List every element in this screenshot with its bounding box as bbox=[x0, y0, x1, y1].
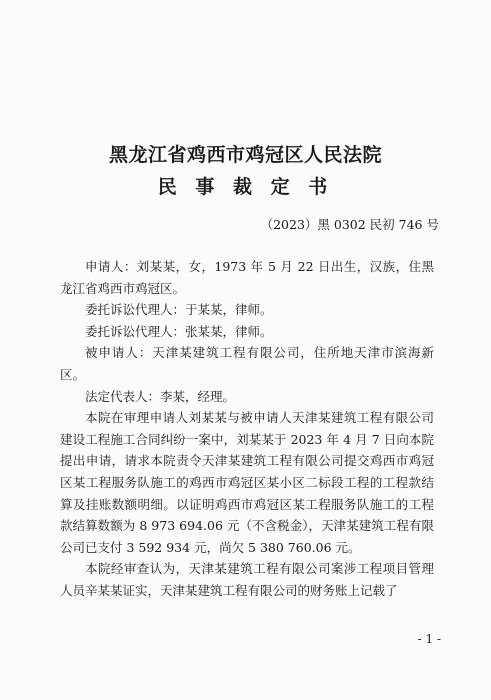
paragraph-applicant: 申请人：刘某某，女，1973 年 5 月 22 日出生，汉族，住黑龙江省鸡西市鸡冠区。 bbox=[60, 259, 434, 296]
document-title: 民 事 裁 定 书 bbox=[157, 176, 334, 198]
paragraph-facts: 本院在审理申请人刘某某与被申请人天津某建筑工程有限公司建设工程施工合同纠纷一案中，刘某某于 2023 年 4 月 7 日向本院提出申请，请求本院责令天津某建筑工程有限公司提交鸡西市鸡冠区某工程服务队施工的鸡西市鸡冠区某小区二标段工程的工程款结算及挂账数额明细。以证明鸡西市鸡冠区某工程服务队施工的工程款结算数额为 8 973 694.06 元（不含税金），天津某建筑工程有限公司已支付 3 592 934 元，尚欠 5 380 760.06 元。 bbox=[60, 410, 434, 555]
paragraph-legal-rep: 法定代表人：李某，经理。 bbox=[85, 388, 236, 404]
page-number: - 1 - bbox=[417, 632, 441, 646]
paragraph-review: 本院经审查认为，天津某建筑工程有限公司案涉工程项目管理人员辛某某证实，天津某建筑工程有限公司的财务账上记载了 bbox=[60, 561, 434, 598]
court-name: 黑龙江省鸡西市鸡冠区人民法院 bbox=[108, 144, 382, 166]
paragraph-respondent: 被申请人：天津某建筑工程有限公司，住所地天津市滨海新区。 bbox=[60, 345, 434, 382]
paragraph-agent-1: 委托诉讼代理人：于某某，律师。 bbox=[85, 302, 273, 318]
paragraph-agent-2: 委托诉讼代理人：张某某，律师。 bbox=[85, 323, 273, 339]
document-body bbox=[60, 256, 434, 602]
case-number: （2023）黑 0302 民初 746 号 bbox=[260, 217, 439, 232]
